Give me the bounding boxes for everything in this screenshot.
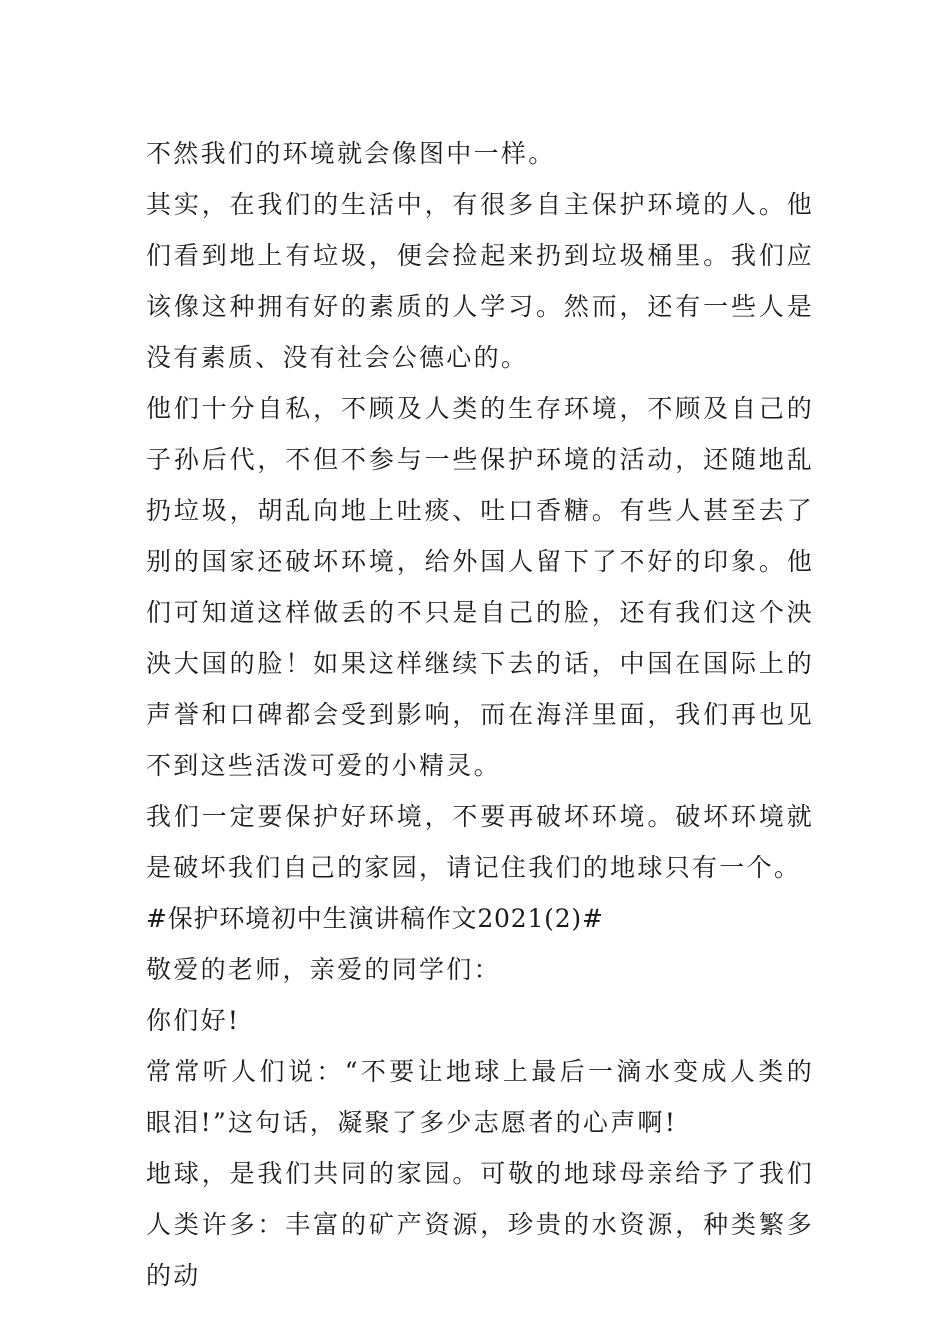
greeting-line: 敬爱的老师，亲爱的同学们：	[146, 955, 501, 984]
paragraph: 不然我们的环境就会像图中一样。	[146, 139, 556, 168]
paragraph: 地球，是我们共同的家园。可敬的地球母亲给予了我们人类许多：丰富的矿产资源，珍贵的水资源，种类繁多的动	[146, 1159, 814, 1290]
paragraph: 其实，在我们的生活中，有很多自主保护环境的人。他们看到地上有垃圾，便会捡起来扔到垃圾桶里。我们应该像这种拥有好的素质的人学习。然而，还有一些人是没有素质、没有社会公德心的。	[146, 190, 814, 372]
hello-line: 你们好!	[146, 1006, 241, 1035]
paragraph: 常常听人们说：“不要让地球上最后一滴水变成人类的眼泪!”这句话，凝聚了多少志愿者的心声啊!	[146, 1057, 814, 1137]
paragraph: 我们一定要保护好环境，不要再破坏环境。破坏环境就是破坏我们自己的家园，请记住我们的地球只有一个。	[146, 802, 814, 882]
paragraph: 他们十分自私，不顾及人类的生存环境，不顾及自己的子孙后代，不但不参与一些保护环境的活动，还随地乱扔垃圾，胡乱向地上吐痰、吐口香糖。有些人甚至去了别的国家还破坏环境，给外国人留下了不好的印象。他们可知道这样做丢的不只是自己的脸，还有我们这个泱泱大国的脸！如果这样继续下去的话，中国在国际上的声誉和口碑都会受到影响，而在海洋里面，我们再也见不到这些活泼可爱的小精灵。	[146, 394, 814, 780]
section-heading: #保护环境初中生演讲稿作文2021(2)#	[146, 904, 604, 933]
document-body	[146, 128, 814, 1301]
